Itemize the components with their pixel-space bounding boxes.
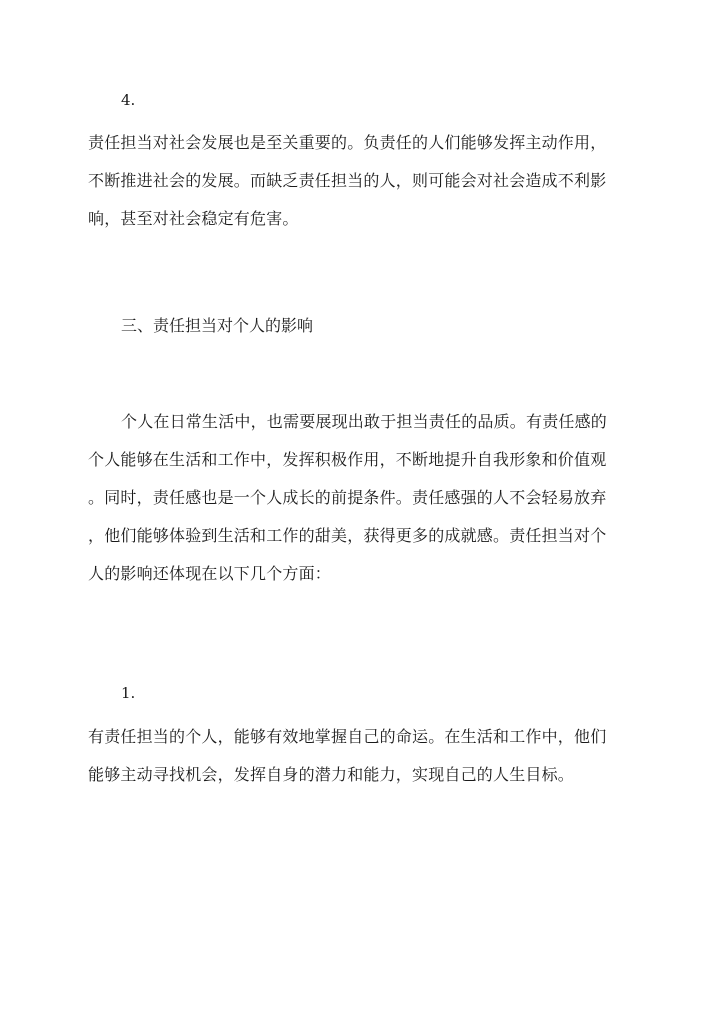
paragraph-line: 不断推进社会的发展。而缺乏责任担当的人，则可能会对社会造成不利影 <box>88 171 607 190</box>
paragraph-item-4 <box>88 124 636 238</box>
list-number-4: 4. <box>121 91 136 109</box>
paragraph-line: 人的影响还体现在以下几个方面： <box>88 564 332 583</box>
paragraph-line: 有责任担当的个人，能够有效地掌握自己的命运。在生活和工作中，他们 <box>88 727 607 746</box>
list-number-1: 1. <box>121 684 136 702</box>
paragraph-item-1 <box>88 718 636 794</box>
paragraph-line: 响，甚至对社会稳定有危害。 <box>88 209 299 228</box>
paragraph-line: ，他们能够体验到生活和工作的甜美，获得更多的成就感。责任担当对个 <box>88 526 607 545</box>
section-heading: 三、责任担当对个人的影响 <box>121 316 314 335</box>
paragraph-line: 。同时，责任感也是一个人成长的前提条件。责任感强的人不会轻易放弃 <box>88 488 607 507</box>
paragraph-line: 能够主动寻找机会，发挥自身的潜力和能力，实现自己的人生目标。 <box>88 765 575 784</box>
paragraph-section-3 <box>88 403 636 593</box>
paragraph-line: 个人在日常生活中，也需要展现出敢于担当责任的品质。有责任感的 <box>121 412 608 431</box>
paragraph-line: 责任担当对社会发展也是至关重要的。负责任的人们能够发挥主动作用， <box>88 133 607 152</box>
paragraph-line: 个人能够在生活和工作中，发挥积极作用，不断地提升自我形象和价值观 <box>88 450 607 469</box>
